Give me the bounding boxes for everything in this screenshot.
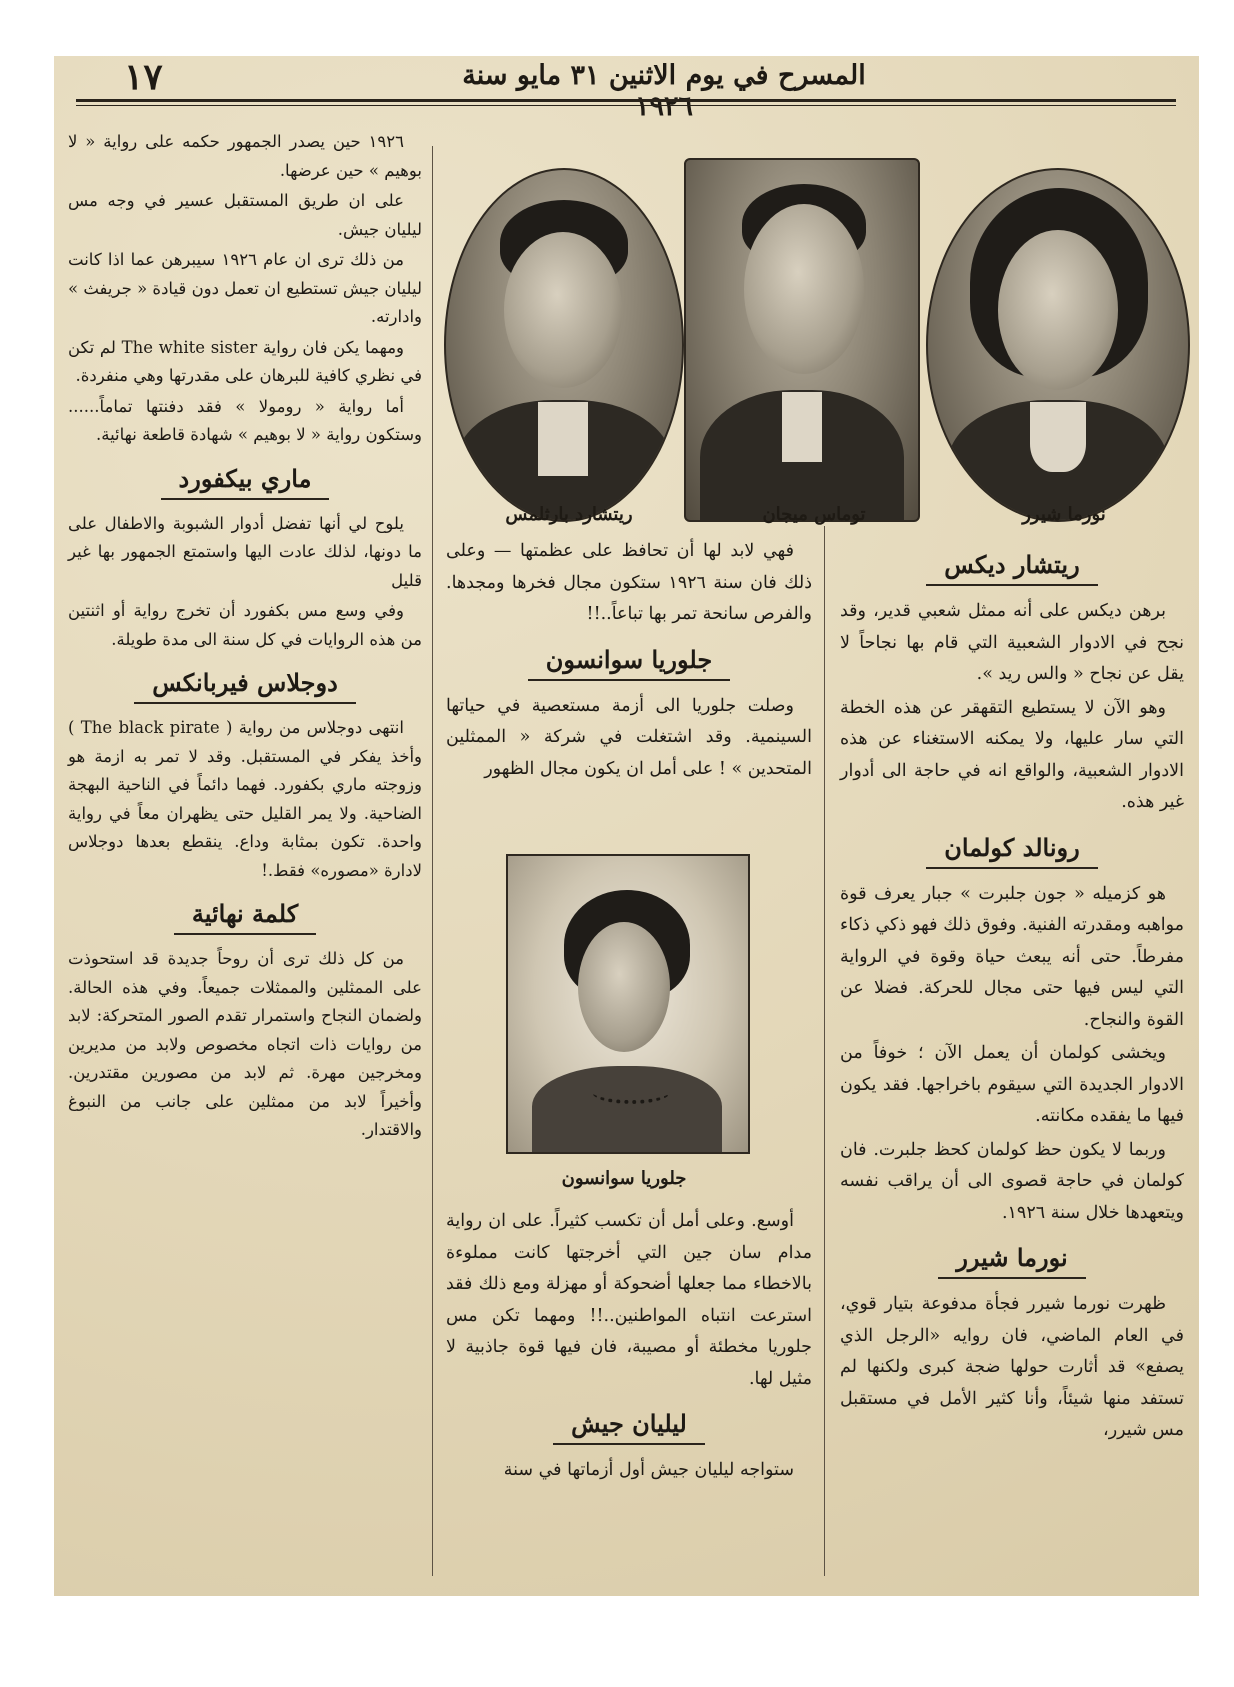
heading-norma-shearer: نورما شيرر bbox=[840, 1243, 1184, 1279]
portrait-richard-barthelmess bbox=[444, 168, 684, 522]
heading-mary-pickford: ماري بيكفورد bbox=[68, 464, 422, 500]
paragraph: على ان طريق المستقبل عسير في وجه مس ليليان جيش. bbox=[68, 191, 422, 239]
paragraph: فهي لابد لها أن تحافظ على عظمتها — وعلى ذلك فان سنة ١٩٢٦ ستكون مجال فخرها ومجدها. والفرص سانحة تمر بها تباعاً..!! bbox=[446, 541, 813, 624]
portrait-thomas-meighan bbox=[684, 158, 920, 522]
column-rule-right bbox=[824, 526, 825, 1576]
caption-norma-shearer: نورما شيرر bbox=[1022, 504, 1106, 525]
header-rule-thin bbox=[76, 105, 1176, 106]
paragraph: أوسع. وعلى أمل أن تكسب كثيراً. على ان رواية مدام سان جين التي أخرجتها كانت مملوءة بالاخطاء مما جعلها أضحوكة أو مهزلة ومع ذلك فقد استرعت انتباه المواطنين..!! ومهما تكن مس جلوريا مخطئة أو مصيبة، فان فيها قوة جاذبية لا مثيل لها. bbox=[446, 1211, 812, 1389]
heading-douglas-fairbanks: دوجلاس فيربانكس bbox=[68, 668, 422, 704]
caption-richard-barthelmess: ريتشارد بارثلمس bbox=[505, 504, 633, 525]
article-column-right bbox=[840, 536, 1184, 1449]
paragraph: برهن ديكس على أنه ممثل شعبي قدير، وقد نجح في الادوار الشعبية التي قام بها نجاحاً لا يقل عن نجاح « والس ريد ». bbox=[840, 601, 1184, 684]
heading-richard-dix: ريتشار ديكس bbox=[840, 550, 1184, 586]
heading-lillian-gish: ليليان جيش bbox=[446, 1409, 812, 1445]
paragraph: يلوح لي أنها تفضل أدوار الشبوبة والاطفال على ما دونها، لذلك عادت اليها واستمتع الجمهور بها غير قليل bbox=[68, 513, 422, 590]
portrait-norma-shearer bbox=[926, 168, 1190, 522]
paragraph: ١٩٢٦ حين يصدر الجمهور حكمه على رواية « لا بوهيم » حين عرضها. bbox=[68, 132, 422, 180]
paragraph: وصلت جلوريا الى أزمة مستعصية في حياتها السينمية. وقد اشتغلت في شركة « الممثلين المتحدين » ! على أمل ان يكون مجال الظهور bbox=[446, 695, 812, 779]
page-number: ١٧ bbox=[124, 56, 163, 98]
caption-gloria-swanson: جلوريا سوانسون bbox=[561, 1168, 687, 1189]
portrait-gloria-swanson bbox=[506, 854, 750, 1154]
paragraph: ظهرت نورما شيرر فجأة مدفوعة بتيار قوي، في العام الماضي، فان روايه «الرجل الذي يصفع» قد أثارت حولها ضجة كبرى ولكنها لم تستفد منها شيئاً، وأنا كثير الأمل في مستقبل مس شيرر، bbox=[840, 1294, 1184, 1440]
paragraph: هو كزميله « جون جلبرت » جبار يعرف قوة مواهبه ومقدرته الفنية. وفوق ذلك فهو ذكي ذكاء مفرطاً. حتى أنه يبعث حياة وقوة في الرواية التي ليس فيها حتى مجال للحركة. فضلا عن القوة والنجاح. bbox=[840, 883, 1184, 1030]
caption-thomas-meighan: توماس ميجان bbox=[762, 504, 866, 525]
article-column-left bbox=[68, 128, 422, 1147]
paragraph: ومهما يكن فان رواية The white sister لم تكن في نظري كافية للبرهان على مقدرتها وهي منفردة. bbox=[68, 337, 422, 385]
paragraph: انتهى دوجلاس من رواية ( The black pirate ) وأخذ يفكر في المستقبل. وقد لا تمر به ازمة هو وزوجته ماري بكفورد. فهما دائماً في الناحية البهجة الضاحية. ولا يمر القليل حتى يظهران معاً في رواية واحدة. تكون بمثابة وداع. ينقطع بعدها دوجلاس لادارة «مصوره» فقط.! bbox=[68, 718, 422, 880]
paragraph: من ذلك ترى ان عام ١٩٢٦ سيبرهن عما اذا كانت ليليان جيش تستطيع ان تعمل دون قيادة « جريفث » وادارته. bbox=[68, 250, 422, 326]
header-rule bbox=[76, 99, 1176, 102]
paragraph: وهو الآن لا يستطيع التقهقر عن هذه الخطة التي سار عليها، ولا يمكنه الاستغناء عن هذه الادوار الشعبية، والواقع انه في حاجة الى أدوار غير هذه. bbox=[840, 697, 1184, 812]
heading-ronald-colman: رونالد كولمان bbox=[840, 833, 1184, 869]
newspaper-page bbox=[54, 56, 1199, 1596]
heading-gloria-swanson: جلوريا سوانسون bbox=[446, 645, 812, 681]
paragraph: ستواجه ليليان جيش أول أزماتها في سنة bbox=[503, 1460, 794, 1480]
page-header-title: المسرح في يوم الاثنين ٣١ مايو سنة ١٩٢٦ bbox=[462, 60, 866, 122]
column-rule-left bbox=[432, 146, 433, 1576]
paragraph: أما رواية « رومولا » فقد دفنتها تماماً...... وستكون رواية « لا بوهيم » شهادة قاطعة نهائية. bbox=[68, 396, 422, 444]
article-column-middle-top bbox=[446, 536, 812, 787]
paragraph: ويخشى كولمان أن يعمل الآن ؛ خوفاً من الادوار الجديدة التي سيقوم باخراجها. فقد يكون فيها ما يفقده مكانته. bbox=[840, 1043, 1184, 1126]
paragraph: وربما لا يكون حظ كولمان كحظ جلبرت. فان كولمان في حاجة قصوى الى أن يراقب نفسه ويتعهدها خلال سنة ١٩٢٦. bbox=[840, 1139, 1184, 1223]
heading-final-word: كلمة نهائية bbox=[68, 899, 422, 935]
paragraph: من كل ذلك ترى أن روحاً جديدة قد استحوذت على الممثلين والممثلات جميعاً. وفي هذه الحالة. ولضمان النجاح واستمرار تقدم الصور المتحركة: لابد من روايات ذات اتجاه مخصوص ولابد من مديرين ومخرجين مهرة. ثم لابد من مصورين مقتدرين. وأخيراً لابد من ممثلين على جانب من النبوغ والاقتدار. bbox=[68, 949, 422, 1139]
article-column-middle-bottom bbox=[446, 1206, 812, 1489]
paragraph: وفي وسع مس بكفورد أن تخرج رواية أو اثنتين من هذه الروايات في كل سنة الى مدة طويلة. bbox=[68, 601, 422, 649]
